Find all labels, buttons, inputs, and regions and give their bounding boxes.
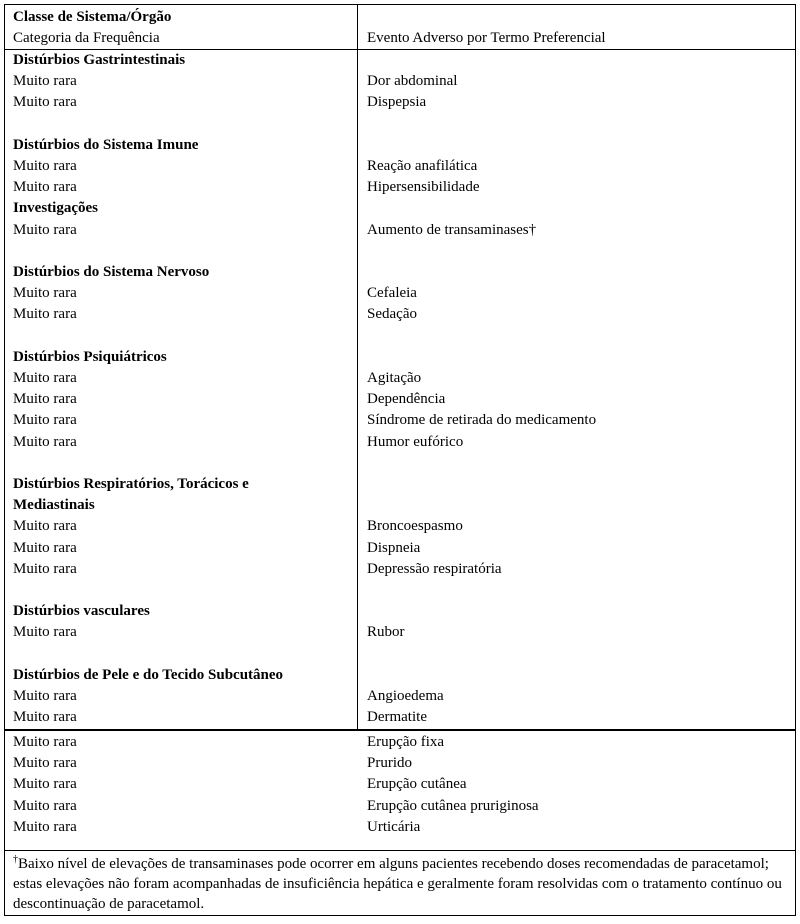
table-row [5, 368, 795, 389]
event-cell: Erupção fixa [367, 734, 445, 750]
frequency-cell: Muito rara [13, 818, 77, 835]
frequency-cell: Muito rara [13, 624, 77, 641]
table-row [5, 410, 795, 431]
table-row [5, 304, 795, 325]
section-title: Distúrbios Respiratórios, Torácicos e [13, 476, 249, 492]
section-title-row [5, 495, 795, 516]
frequency-cell: Muito rara [13, 755, 77, 772]
section-title-row [5, 601, 795, 622]
footnote-mark: † [13, 854, 18, 865]
table-row [5, 732, 795, 753]
table-row [5, 538, 795, 559]
section-title-row [5, 474, 795, 495]
frequency-cell: Muito rara [13, 734, 77, 750]
section-title-row [5, 665, 795, 686]
section-title: Distúrbios do Sistema Imune [13, 136, 199, 153]
event-cell: Dispneia [367, 539, 421, 556]
event-cell: Humor eufórico [367, 433, 464, 450]
section-title-row [5, 347, 795, 368]
frequency-cell: Muito rara [13, 518, 77, 535]
frequency-cell: Muito rara [13, 433, 77, 450]
frequency-cell: Muito rara [13, 158, 77, 174]
frequency-cell: Muito rara [13, 221, 77, 238]
section-title-row [5, 50, 795, 71]
table-row [5, 622, 795, 643]
section-title: Distúrbios Psiquiátricos [13, 348, 167, 365]
table-row [5, 686, 795, 707]
event-cell: Dor abdominal [367, 73, 458, 90]
frequency-cell: Muito rara [13, 797, 77, 814]
footnote-divider [5, 850, 795, 851]
event-cell: Dependência [367, 391, 446, 408]
event-cell: Depressão respiratória [367, 560, 502, 577]
event-cell: Hipersensibilidade [367, 179, 480, 196]
header-adverse-event: Evento Adverso por Termo Preferencial [367, 30, 606, 46]
table-row [5, 559, 795, 580]
event-cell: Erupção cutânea [367, 776, 467, 793]
event-cell: Reação anafilática [367, 158, 478, 174]
table-row [5, 774, 795, 795]
table-row [5, 707, 795, 728]
frequency-cell: Muito rara [13, 370, 77, 386]
frequency-cell: Muito rara [13, 688, 77, 704]
event-cell: Broncoespasmo [367, 518, 463, 535]
frequency-cell: Muito rara [13, 179, 77, 196]
table-row [5, 796, 795, 817]
table-row [5, 753, 795, 774]
event-cell: Dermatite [367, 709, 427, 726]
section-title: Distúrbios do Sistema Nervoso [13, 264, 210, 280]
section-title: Mediastinais [13, 497, 95, 514]
frequency-cell: Muito rara [13, 560, 77, 577]
table-row [5, 220, 795, 241]
table-row [5, 389, 795, 410]
table-row [5, 92, 795, 113]
table-row [5, 817, 795, 838]
section-title: Distúrbios de Pele e do Tecido Subcutâneo [13, 666, 284, 683]
event-cell: Agitação [367, 370, 422, 386]
frequency-cell: Muito rara [13, 285, 77, 302]
frequency-cell: Muito rara [13, 306, 77, 323]
table-row [5, 156, 795, 177]
frequency-cell: Muito rara [13, 539, 77, 556]
section-title: Investigações [13, 200, 98, 217]
event-cell: Prurido [367, 755, 412, 772]
section-title-row [5, 262, 795, 283]
table-row [5, 432, 795, 453]
frequency-cell: Muito rara [13, 391, 77, 408]
section-title: Distúrbios vasculares [13, 603, 150, 620]
table-row [5, 283, 795, 304]
frequency-cell: Muito rara [13, 412, 77, 429]
frequency-cell: Muito rara [13, 709, 77, 726]
event-cell: Síndrome de retirada do medicamento [367, 412, 597, 429]
header-system-organ-class: Classe de Sistema/Órgão [13, 9, 172, 25]
section-title-row [5, 135, 795, 156]
event-cell: Angioedema [367, 688, 444, 704]
section-title: Distúrbios Gastrintestinais [13, 52, 186, 68]
table-row [5, 516, 795, 537]
event-cell: Cefaleia [367, 285, 417, 302]
table-row [5, 71, 795, 92]
event-cell: Aumento de transaminases† [367, 221, 537, 238]
frequency-cell: Muito rara [13, 94, 77, 111]
event-cell: Rubor [367, 624, 405, 641]
event-cell: Erupção cutânea pruriginosa [367, 797, 539, 814]
frequency-cell: Muito rara [13, 73, 77, 90]
adverse-events-table [4, 4, 796, 916]
frequency-cell: Muito rara [13, 776, 77, 793]
table-row [5, 177, 795, 198]
footnote [13, 854, 789, 914]
footnote-text: Baixo nível de elevações de transaminases pode ocorrer em alguns pacientes recebendo doses recomendadas de paracetamol; estas elevações não foram acompanhadas de insuficiência hepática e geralmente foram resolvidas com o tratamento contínuo ou descontinuação de paracetamol. [13, 856, 782, 912]
header-frequency-category: Categoria da Frequência [13, 30, 160, 46]
event-cell: Dispepsia [367, 94, 427, 111]
section-title-row [5, 198, 795, 219]
event-cell: Urticária [367, 818, 421, 835]
event-cell: Sedação [367, 306, 417, 323]
